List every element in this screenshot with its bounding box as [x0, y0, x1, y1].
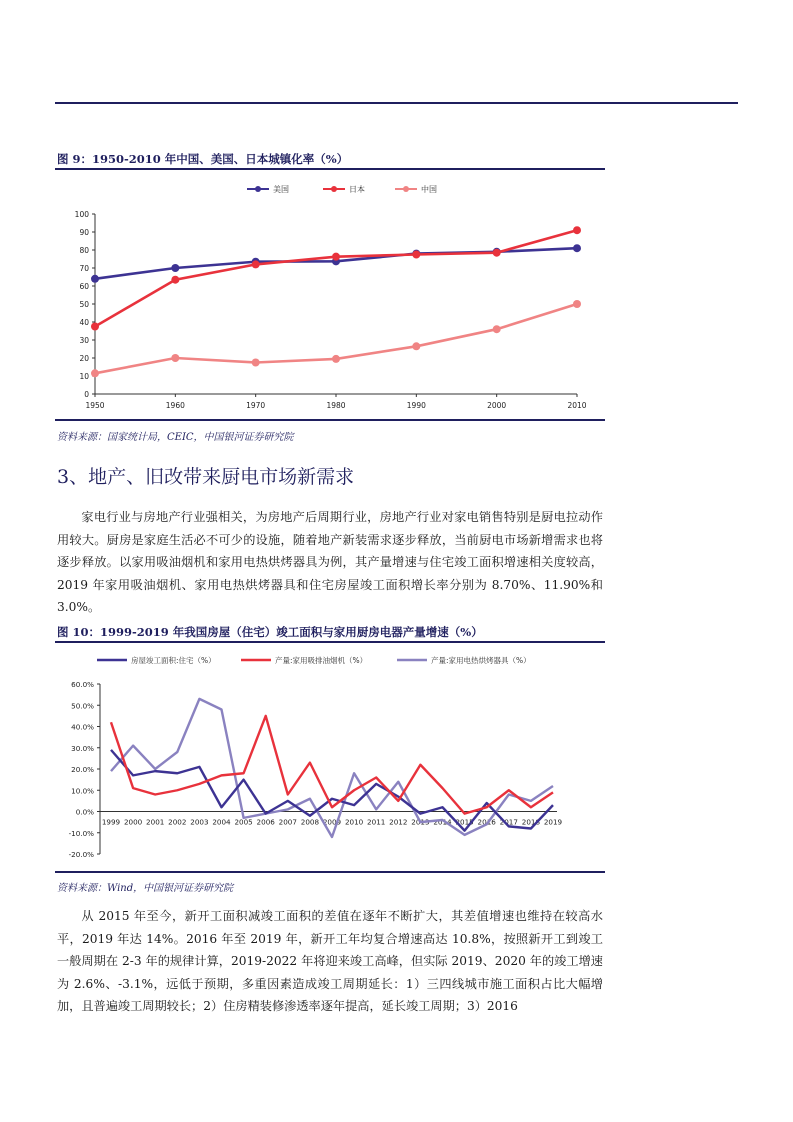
- x-tick-label: 2017: [499, 817, 518, 827]
- x-tick-label: 2016: [477, 817, 496, 827]
- x-tick-label: 2006: [256, 817, 275, 827]
- legend-label-0: 房屋竣工面积:住宅（%）: [131, 656, 216, 665]
- section-paragraph: 家电行业与房地产行业强相关，为房地产后周期行业，房地产行业对家电销售特别是厨电拉动作用较大。厨房是家庭生活必不可少的设施，随着地产新装需求逐步释放，当前厨电市场新增需求也将逐步释放。以家用吸油烟机和家用电热烘烤器具为例，其产量增速与住宅竣工面积增速相关度较高，2019 年家用吸油烟机、家用电热烘烤器具和住宅房屋竣工面积增长率分别为 8.70%、11.90%和 3.0%。: [57, 510, 603, 614]
- series-line-1: [95, 230, 577, 326]
- legend-label-2: 产量:家用电热烘烤器具（%）: [431, 656, 531, 665]
- legend-label-0: 美国: [273, 185, 289, 194]
- x-tick-label: 1999: [101, 817, 121, 827]
- x-tick-label: 2010: [344, 817, 364, 827]
- legend-marker-0: [255, 186, 261, 192]
- x-tick-label: 2019: [543, 817, 563, 827]
- y-tick-label: -20.0%: [68, 850, 94, 859]
- x-tick-label: 1950: [85, 401, 105, 410]
- x-tick-label: 2005: [234, 817, 253, 827]
- y-tick-label: 30: [79, 336, 89, 345]
- data-point-2: [252, 359, 260, 367]
- data-point-1: [171, 276, 179, 284]
- figure9-source: 资料来源：国家统计局，CEIC，中国银河证券研究院: [57, 432, 294, 443]
- closing-paragraph: 从 2015 年至今，新开工面积减竣工面积的差值在逐年不断扩大，其差值增速也维持在较高水平，2019 年达 14%。2016 年至 2019 年，新开工年均复合增速高达 10.8%，按照新开工到竣工一般周期在 2-3 年的规律计算，2019-2022 年将迎来竣工高峰，但实际 2019、2020 年的竣工增速为 2.6%、-3.1%，远低于预期，多重因素造成竣工周期延长：1）三四线城市施工面积占比大幅增加，且普遍竣工周期较长；2）住房精装修渗透率逐年提高，延长竣工周期；3）2016: [57, 909, 603, 1013]
- urbanization-chart: [55, 172, 605, 417]
- figure9-title: 图 9：1950-2010 年中国、美国、日本城镇化率（%）: [57, 152, 349, 166]
- data-point-2: [412, 342, 420, 350]
- x-tick-label: 1970: [246, 401, 266, 410]
- data-point-1: [573, 226, 581, 234]
- x-tick-label: 2015: [455, 817, 474, 827]
- data-point-1: [493, 249, 501, 257]
- data-point-2: [91, 369, 99, 377]
- x-tick-label: 2007: [278, 817, 297, 827]
- series-line-2: [95, 304, 577, 373]
- y-tick-label: 20: [79, 354, 89, 363]
- x-tick-label: 1980: [326, 401, 346, 410]
- series-line-2: [111, 699, 553, 837]
- legend-label-2: 中国: [421, 185, 437, 194]
- x-tick-label: 2011: [367, 817, 386, 827]
- completion-growth-chart: [55, 645, 605, 870]
- y-tick-label: 0: [84, 390, 89, 399]
- x-tick-label: 2018: [521, 817, 541, 827]
- data-point-2: [171, 354, 179, 362]
- y-tick-label: 20.0%: [71, 765, 94, 774]
- y-tick-label: 40: [79, 318, 89, 327]
- x-tick-label: 2008: [300, 817, 320, 827]
- y-tick-label: 30.0%: [71, 743, 94, 753]
- y-tick-label: 80: [79, 246, 89, 255]
- y-tick-label: 100: [74, 210, 89, 219]
- y-tick-label: 10: [79, 372, 89, 381]
- figure10-title: 图 10：1999-2019 年我国房屋（住宅）竣工面积与家用厨房电器产量增速（%）: [57, 625, 483, 639]
- y-tick-label: -10.0%: [68, 828, 94, 838]
- legend-marker-1: [331, 186, 337, 192]
- x-tick-label: 2009: [322, 817, 342, 827]
- y-tick-label: 10.0%: [71, 786, 94, 796]
- data-point-1: [412, 251, 420, 259]
- figure10-top-rule: [55, 641, 605, 643]
- data-point-2: [332, 355, 340, 363]
- y-tick-label: 60.0%: [71, 680, 94, 689]
- x-tick-label: 2003: [190, 817, 209, 827]
- data-point-0: [91, 275, 99, 283]
- x-tick-label: 2000: [487, 401, 507, 410]
- y-tick-label: 0.0%: [75, 807, 94, 817]
- data-point-2: [573, 300, 581, 308]
- x-tick-label: 2002: [168, 817, 187, 827]
- figure9-bottom-rule: [55, 419, 605, 421]
- x-tick-label: 1960: [165, 401, 185, 410]
- data-point-0: [573, 244, 581, 252]
- legend-label-1: 产量:家用吸排油烟机（%）: [275, 656, 368, 665]
- data-point-1: [91, 323, 99, 331]
- x-tick-label: 2000: [123, 817, 143, 827]
- header-rule: [55, 102, 738, 104]
- data-point-1: [252, 260, 260, 268]
- y-tick-label: 90: [79, 228, 89, 237]
- legend-marker-2: [403, 186, 409, 192]
- section-heading: 3、地产、旧改带来厨电市场新需求: [57, 466, 355, 488]
- figure10-bottom-rule: [55, 871, 605, 873]
- x-tick-label: 2010: [567, 401, 587, 410]
- y-tick-label: 60: [79, 282, 89, 291]
- x-tick-label: 1990: [406, 401, 426, 410]
- y-tick-label: 50.0%: [71, 701, 94, 711]
- x-tick-label: 2012: [389, 817, 408, 827]
- x-tick-label: 2001: [146, 817, 165, 827]
- figure9-top-rule: [55, 168, 605, 170]
- data-point-0: [171, 264, 179, 272]
- figure10-source: 资料来源：Wind，中国银河证券研究院: [57, 883, 234, 894]
- x-tick-label: 2004: [212, 817, 231, 827]
- data-point-1: [332, 253, 340, 261]
- data-point-2: [493, 325, 501, 333]
- legend-label-1: 日本: [349, 185, 365, 194]
- x-tick-label: 2013: [411, 817, 430, 827]
- y-tick-label: 40.0%: [71, 722, 94, 732]
- y-tick-label: 50: [79, 300, 89, 309]
- y-tick-label: 70: [79, 264, 89, 273]
- x-tick-label: 2014: [433, 817, 452, 827]
